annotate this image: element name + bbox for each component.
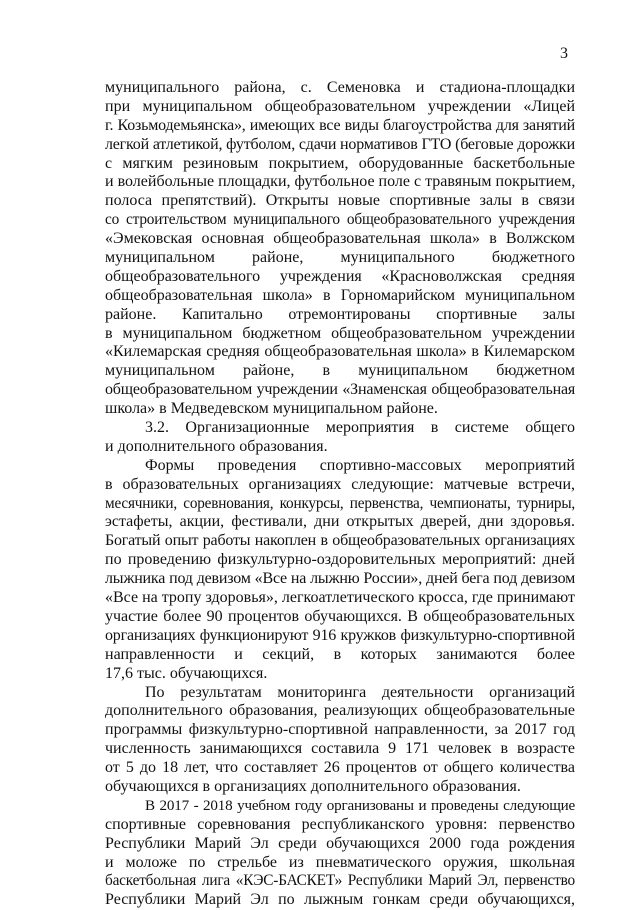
- text-line: школа» в Медведевском муниципальном районе.: [105, 400, 438, 418]
- text-line: Формы проведения спортивно-массовых мероприятий: [145, 456, 575, 474]
- text-line: с мягким резиновым покрытием, оборудованные баскетбольные: [105, 154, 575, 172]
- text-line: со строительством муниципального общеобразовательного учреждения: [105, 211, 575, 229]
- text-line: 3.2. Организационные мероприятия в системе общего: [145, 419, 575, 437]
- text-line: от 5 до 18 лет, что составляет 26 процентов от общего количества: [105, 759, 575, 777]
- text-line: В 2017 - 2018 учебном году организованы и проведены следующие: [145, 797, 575, 814]
- text-line: «Килемарская средняя общеобразовательная школа» в Килемарском: [105, 343, 575, 361]
- text-line: «Все на тропу здоровья», легкоатлетического кросса, где принимают: [105, 589, 575, 607]
- text-line: лыжника под девизом «Все на лыжню России», дней бега под девизом: [105, 570, 575, 588]
- page-number: 3: [560, 45, 568, 62]
- text-line: и дополнительного образования.: [105, 437, 328, 455]
- text-line: по проведению физкультурно-оздоровительных мероприятий: дней: [105, 551, 575, 569]
- text-line: 17,6 тыс. обучающихся.: [105, 664, 268, 682]
- text-line: и моложе по стрельбе из пневматического оружия, школьная: [105, 853, 575, 871]
- text-line: и волейбольные площадки, футбольное поле с травяным покрытием,: [105, 173, 576, 191]
- text-line: г. Козьмодемьянска», имеющих все виды благоустройства для занятий: [105, 116, 575, 134]
- text-line: месячники, соревнования, конкурсы, первенства, чемпионаты, турниры,: [105, 494, 575, 512]
- text-line: общеобразовательном учреждении «Знаменская общеобразовательная: [105, 381, 575, 399]
- text-line: спортивные соревнования республиканского уровня: первенство: [105, 815, 575, 833]
- document-body: [105, 79, 575, 910]
- text-line: в образовательных организациях следующие: матчевые встречи,: [105, 475, 575, 493]
- text-line: муниципального района, с. Семеновка и стадиона-площадки: [105, 79, 575, 96]
- text-line: «Эмековская основная общеобразовательная школа» в Волжском: [105, 230, 575, 248]
- text-line: Республики Марий Эл по лыжным гонкам среди обучающихся,: [105, 891, 575, 909]
- text-line: численность занимающихся составила 9 171 человек в возрасте: [105, 740, 575, 758]
- text-line: общеобразовательного учреждения «Красноволжская средняя: [105, 267, 575, 285]
- text-line: организациях функционируют 916 кружков физкультурно-спортивной: [105, 626, 575, 644]
- text-line: муниципальном районе, в муниципальном бюджетном: [105, 362, 575, 380]
- text-line: полоса препятствий). Открыты новые спортивные залы в связи: [105, 192, 575, 210]
- text-line: муниципальном районе, муниципального бюджетного: [105, 249, 575, 267]
- text-line: легкой атлетикой, футболом, сдачи нормативов ГТО (беговые дорожки: [105, 135, 575, 153]
- text-line: при муниципальном общеобразовательном учреждении «Лицей: [105, 97, 575, 115]
- text-line: По результатам мониторинга деятельности организаций: [145, 683, 575, 701]
- text-line: Богатый опыт работы накоплен в общеобразовательных организациях: [105, 532, 575, 550]
- text-line: Республики Марий Эл среди обучающихся 2000 года рождения: [105, 834, 575, 852]
- text-line: обучающихся в организациях дополнительного образования.: [105, 777, 521, 795]
- text-line: общеобразовательная школа» в Горномарийском муниципальном: [105, 286, 575, 304]
- text-line: дополнительного образования, реализующих общеобразовательные: [105, 702, 575, 720]
- text-line: районе. Капитально отремонтированы спортивные залы: [105, 305, 575, 323]
- text-line: баскетбольная лига «КЭС-БАСКЕТ» Республики Марий Эл, первенство: [105, 872, 575, 890]
- text-line: эстафеты, акции, фестивали, дни открытых дверей, дни здоровья.: [105, 513, 575, 531]
- text-line: программы физкультурно-спортивной направленности, за 2017 год: [105, 721, 575, 739]
- text-line: в муниципальном бюджетном общеобразовательном учреждении: [105, 324, 575, 342]
- text-line: направленности и секций, в которых занимаются более: [105, 645, 575, 663]
- text-line: участие более 90 процентов обучающихся. В общеобразовательных: [105, 607, 575, 625]
